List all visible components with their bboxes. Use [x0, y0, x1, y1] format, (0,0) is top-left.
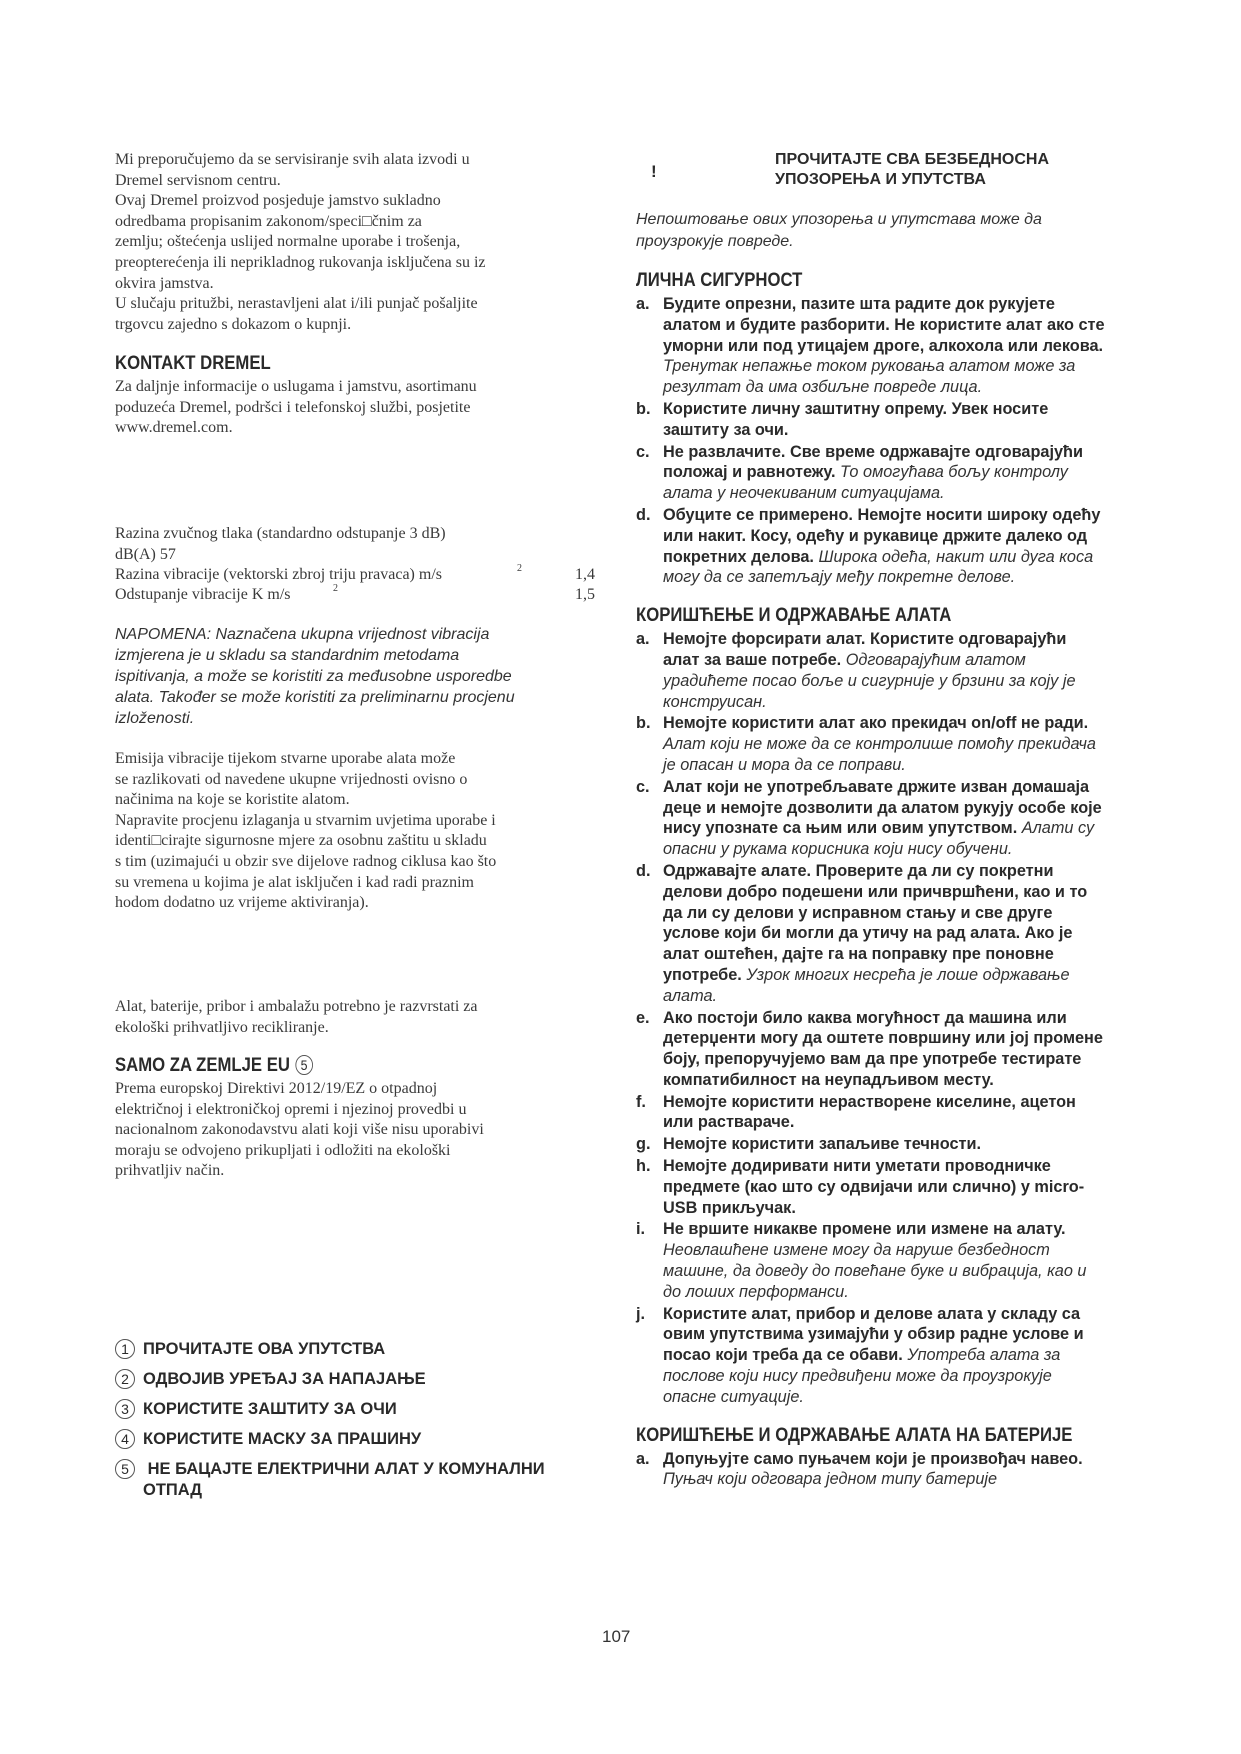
list-item-label: d.: [636, 861, 651, 880]
symbol-legend-item: [115, 1369, 615, 1390]
eu-line: Prema europskoj Direktivi 2012/19/EZ o otpadnoj: [115, 1080, 438, 1097]
recycle-line: Alat, baterije, pribor i ambalažu potrebno je razvrstati za: [115, 998, 478, 1015]
symbol-legend-line: ПРОЧИТАЈТЕ ОВА УПУТСТВА: [143, 1340, 386, 1358]
symbol-number-4-icon: 4: [115, 1429, 135, 1449]
warning-mark: !: [651, 162, 657, 181]
list-item-explanation: То омогућава бољу контролу алата у неочекиваним ситуацијама.: [663, 463, 1068, 503]
intro-line: Непоштовање ових упозорења и упутстава може да: [636, 211, 1042, 228]
list-item-instruction: Не вршите никакве промене или измене на алату.: [663, 1220, 1066, 1239]
list-item: [636, 1156, 1106, 1218]
vibration-label: Razina vibracije (vektorski zbroj triju pravaca) m/s: [115, 566, 442, 584]
list-item-instruction: Будите опрезни, пазите шта радите док рукујете алатом и будите разборити. Не користите алат ако сте уморни или под утицајем дроге, алкохола или лекова.: [663, 295, 1105, 355]
list-item-instruction: Одржавајте алате. Проверите да ли су покретни делови добро подешени или причвршћени, као и то да ли су делови у исправном стању и све друге услове који би могли да утичу на рад алата. Ако је алат оштећен, дајте га на поправку пре поновне употребе.: [663, 861, 1088, 984]
list-item: [636, 442, 1106, 504]
symbol-number-3-icon: 3: [115, 1399, 135, 1419]
tool-use-heading: КОРИШЋЕЊЕ И ОДРЖАВАЊЕ АЛАТА: [636, 605, 952, 627]
emission-line: Emisija vibracije tijekom stvarne uporabe alata može: [115, 750, 456, 767]
service-line: okvira jamstva.: [115, 274, 214, 292]
emission-paragraph: [115, 749, 605, 914]
symbol-legend-text: [143, 1399, 397, 1420]
list-item-explanation: Узрок многих несрећа је лоше одржавање алата.: [663, 965, 1070, 1005]
list-item: [636, 713, 1106, 775]
list-item: [636, 1008, 1106, 1091]
vibration-value: 1,4: [575, 566, 595, 584]
service-lines: [115, 150, 595, 335]
emission-line: Napravite procjenu izlaganja u stvarnim uvjetima uporabe i: [115, 811, 496, 829]
symbol-legend-item: [115, 1429, 615, 1450]
list-item-instruction: Обуците се примерено. Немојте носити широку одећу или накит. Косу, одећу и рукавице држите далеко од покретних делова.: [663, 505, 1101, 566]
contact-line: Za daljnje informacije o uslugama i jamstvu, asortimanu: [115, 378, 477, 395]
symbol-number-5-icon: 5: [115, 1459, 135, 1479]
eu-line: nacionalnom zakonodavstvu alati koji više nisu uporabivi: [115, 1121, 484, 1139]
list-item-explanation: Неовлашћене измене могу да наруше безбедност машине, да доведу до повећане буке и вибрација, као и до лоших перформанси.: [663, 1241, 1087, 1301]
symbol-legend-text: [143, 1339, 385, 1360]
deviation-label: Odstupanje vibracije K m/s: [115, 586, 291, 604]
warning-title: [775, 150, 1049, 190]
list-item-instruction: Алат који не употребљавате држите изван домашаја деце и немојте дозволити да алатом рукују особе које нису упознате са њим или овим упутством.: [663, 777, 1102, 838]
emission-line: su vremena u kojima je alat isključen i kad radi praznim: [115, 873, 474, 891]
symbol-number-2-icon: 2: [115, 1369, 135, 1389]
list-item-label: j.: [636, 1304, 646, 1323]
eu-heading-text: SAMO ZA ZEMLJE EU: [115, 1055, 290, 1076]
list-item-instruction: Ако постоји било каква могућност да машина или детерџенти могу да оштете површину или јој промене боју, препоручујемо вам да пре употребе тестирате компатибилност на неупадљивом месту.: [663, 1008, 1103, 1089]
list-item: [636, 1219, 1106, 1302]
vibration-row: [115, 565, 595, 585]
contact-heading: KONTAKT DREMEL: [115, 353, 271, 374]
service-line: trgovcu zajedno s dokazom o kupnji.: [115, 315, 352, 333]
service-line: Ovaj Dremel proizvod posjeduje jamstvo sukladno: [115, 192, 441, 210]
list-item-instruction: Користите личну заштитну опрему. Увек носите заштиту за очи.: [663, 399, 1049, 439]
eu-heading: [115, 1055, 313, 1077]
list-item-label: c.: [636, 442, 650, 461]
emission-line: hodom dodatno uz vrijeme aktiviranja).: [115, 894, 369, 912]
contact-line: poduzeća Dremel, podršci i telefonskoj službi, posjetite: [115, 398, 471, 416]
list-item: [636, 1092, 1106, 1134]
symbol-number-1-icon: 1: [115, 1339, 135, 1359]
eu-line: električnoj i elektroničkoj opremi i njezinoj provedbi u: [115, 1100, 467, 1118]
list-item-label: g.: [636, 1135, 651, 1154]
list-item-label: a.: [636, 1449, 650, 1468]
symbol-legend-line: КОРИСТИТЕ МАСКУ ЗА ПРАШИНУ: [143, 1430, 422, 1448]
service-line: U slučaju pritužbi, nerastavljeni alat i/ili punjač pošaljite: [115, 295, 478, 313]
eu-symbol-5-icon: 5: [295, 1055, 313, 1075]
personal-safety-list: [636, 294, 1106, 588]
list-item-instruction: Немојте форсирати алат. Користите одговарајући алат за ваше потребе.: [663, 630, 1067, 669]
list-item-instruction: Немојте користити алат ако прекидач on/off не ради.: [663, 714, 1089, 733]
eu-line: moraju se odvojeno prikupljati i odložiti na ekološki: [115, 1141, 451, 1159]
service-paragraph: [115, 150, 595, 335]
list-item-instruction: Немојте користити запаљиве течности.: [663, 1135, 982, 1154]
list-item-instruction: Допуњујте само пуњачем који је произвођач навео.: [663, 1449, 1083, 1468]
list-item-label: a.: [636, 295, 650, 313]
list-item-explanation: Широка одећа, накит или дуга коса могу да се запетљају међу покретне делове.: [663, 547, 1094, 587]
recycle-line: ekološki prihvatljivo recikliranje.: [115, 1018, 329, 1036]
symbol-legend-text: [143, 1429, 421, 1450]
note-line: alata. Također se može koristiti za preliminarnu procjenu: [115, 689, 515, 706]
recycle-paragraph: [115, 997, 605, 1038]
warning-title-line-2: УПОЗОРЕЊА И УПУТСТВА: [775, 171, 986, 188]
service-line: Dremel servisnom centru.: [115, 171, 281, 189]
list-item: [636, 1449, 1106, 1491]
service-line: preopterećenja ili neprikladnog rukovanja isključena su iz: [115, 253, 486, 271]
symbol-legend-line: ОДВОЈИВ УРЕЂАЈ ЗА НАПАЈАЊЕ: [143, 1370, 426, 1388]
list-item-label: c.: [636, 777, 650, 796]
vibration-note: [115, 624, 605, 729]
note-line: izmjerena je u skladu sa standardnim metodama: [115, 647, 460, 664]
deviation-unit-sup: 2: [333, 583, 338, 595]
eu-paragraph: [115, 1079, 605, 1182]
tool-use-list: [636, 629, 1106, 1407]
service-line: odredbama propisanim zakonom/speci□čnim za: [115, 212, 422, 230]
list-item-instruction: Не развлачите. Све време одржавајте одговарајући положај и равнотежу.: [663, 442, 1083, 482]
note-line: izloženosti.: [115, 710, 195, 727]
vibration-unit-sup: 2: [517, 563, 522, 575]
right-column-body: [636, 270, 1106, 1491]
symbol-legend-text: [143, 1459, 545, 1501]
list-item: [636, 505, 1106, 588]
note-line: NAPOMENA: Naznačena ukupna vrijednost vibracija: [115, 626, 490, 643]
contact-paragraph: [115, 377, 595, 439]
list-item-label: i.: [636, 1220, 646, 1239]
emission-line: s tim (uzimajući u obzir sve dijelove radnog ciklusa kao što: [115, 852, 497, 870]
symbol-legend-item: [115, 1459, 615, 1501]
list-item: [636, 294, 1106, 398]
list-item-label: f.: [636, 1092, 646, 1111]
list-item-explanation: Употреба алата за послове који нису предвиђени може да проузрокује опасне ситуације.: [663, 1346, 1061, 1406]
list-item: [636, 1304, 1106, 1408]
list-item: [636, 861, 1106, 1007]
deviation-value: 1,5: [575, 586, 595, 604]
list-item-explanation: Алат који не може да се контролише помоћу прекидача је опасан и мора да се поправи.: [663, 735, 1096, 774]
intro-line: проузрокује повреде.: [636, 232, 794, 250]
list-item: [636, 777, 1106, 860]
eu-line: prihvatljiv način.: [115, 1162, 225, 1180]
noise-block: [115, 524, 595, 605]
list-item: [636, 1134, 1106, 1155]
noise-line-1: Razina zvučnog tlaka (standardno odstupanje 3 dB): [115, 525, 446, 542]
list-item-explanation: Пуњач који одговара једном типу батерије: [663, 1470, 998, 1489]
symbol-legend-item: [115, 1339, 615, 1360]
list-item-label: a.: [636, 630, 650, 649]
deviation-row: [115, 585, 595, 605]
battery-tool-list: [636, 1449, 1106, 1491]
contact-line: www.dremel.com.: [115, 419, 233, 437]
noise-line-2: dB(A) 57: [115, 545, 176, 563]
symbol-legend-line: НЕ БАЦАЈТЕ ЕЛЕКТРИЧНИ АЛАТ У КОМУНАЛНИ: [143, 1460, 545, 1478]
emission-line: se razlikovati od navedene ukupne vrijednosti ovisno o: [115, 770, 468, 788]
emission-line: identi□cirajte sigurnosne mjere za osobnu zaštitu u skladu: [115, 832, 487, 850]
battery-tool-heading: КОРИШЋЕЊЕ И ОДРЖАВАЊЕ АЛАТА НА БАТЕРИЈЕ: [636, 1424, 1073, 1446]
list-item-instruction: Немојте користити нерастворене киселине, ацетон или раствараче.: [663, 1092, 1076, 1132]
service-line: Mi preporučujemo da se servisiranje svih alata izvodi u: [115, 151, 470, 168]
intro-paragraph: [636, 209, 1116, 252]
note-line: ispitivanja, a može se koristiti za međusobne usporedbe: [115, 668, 512, 685]
list-item-explanation: Алати су опасни у рукама корисника који нису обучени.: [663, 819, 1095, 859]
list-item-label: b.: [636, 714, 651, 733]
list-item: [636, 629, 1106, 712]
symbol-legend-line: ОТПАД: [143, 1481, 203, 1499]
service-line: zemlju; oštećenja uslijed normalne uporabe i trošenja,: [115, 233, 461, 251]
symbol-legend-line: КОРИСТИТЕ ЗАШТИТУ ЗА ОЧИ: [143, 1400, 397, 1418]
list-item-label: h.: [636, 1157, 651, 1176]
list-item-label: e.: [636, 1008, 650, 1027]
list-item-label: b.: [636, 399, 651, 418]
list-item: [636, 399, 1106, 441]
list-item-explanation: Тренутак непажње током руковања алатом може за резултат да има озбиљне повреде лица.: [663, 357, 1076, 397]
list-item-instruction: Немојте додиривати нити уметати проводничке предмете (као што су одвијачи или слично) у micro-USB прикључак.: [663, 1157, 1085, 1217]
symbol-legend-item: [115, 1399, 615, 1420]
emission-line: načinima na koje se koristite alatom.: [115, 791, 350, 809]
list-item-instruction: Користите алат, прибор и делове алата у складу са овим упутствима узимајући у обзир радне услове и посао који треба да се обави.: [663, 1304, 1084, 1365]
symbol-legend-text: [143, 1369, 426, 1390]
list-item-label: d.: [636, 505, 651, 524]
list-item-explanation: Одговарајућим алатом урадићете посао боље и сигурније у брзини за коју је конструисан.: [663, 650, 1076, 711]
page-number: 107: [602, 1627, 631, 1646]
warning-title-line-1: ПРОЧИТАЈТЕ СВА БЕЗБЕДНОСНА: [775, 151, 1049, 168]
symbol-legend: [115, 1339, 615, 1510]
personal-safety-heading: ЛИЧНА СИГУРНОСТ: [636, 270, 803, 291]
